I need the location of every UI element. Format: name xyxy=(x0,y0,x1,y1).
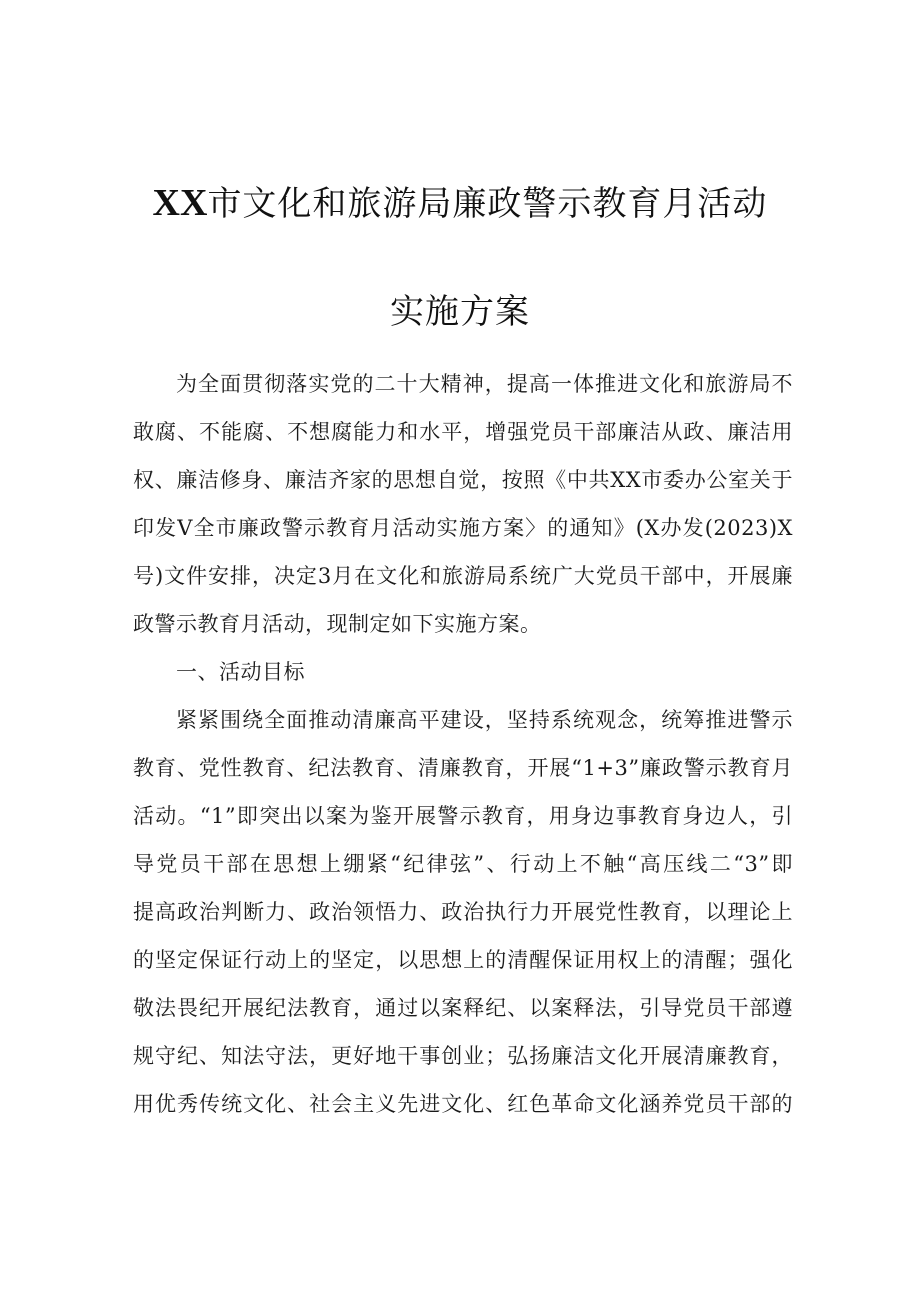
paragraph-1-line-4: 印发V全市廉政警示教育月活动实施方案〉的通知》(X办发(2023)X xyxy=(133,516,793,540)
paragraph-1-line-1: 为全面贯彻落实党的二十大精神，提高一体推进文化和旅游局不 xyxy=(176,372,793,396)
section-heading-activity-goal: 一、活动目标 xyxy=(176,660,305,684)
paragraph-1-line-6: 政警示教育月活动，现制定如下实施方案。 xyxy=(133,612,542,636)
document-title-line-1 xyxy=(0,176,920,225)
title-main: 市文化和旅游局廉政警示教育月活动 xyxy=(207,184,768,224)
paragraph-2-line-7: 敬法畏纪开展纪法教育，通过以案释纪、以案释法，引导党员干部遵 xyxy=(133,996,793,1020)
paragraph-1-line-3: 权、廉洁修身、廉洁齐家的思想自觉，按照《中共XX市委办公室关于 xyxy=(133,468,793,492)
title-prefix: XX xyxy=(152,182,208,224)
paragraph-2-line-9: 用优秀传统文化、社会主义先进文化、红色革命文化涵养党员干部的 xyxy=(133,1092,793,1116)
paragraph-2-line-3: 活动。“1”即突出以案为鉴开展警示教育，用身边事教育身边人，引 xyxy=(133,804,793,828)
paragraph-1-line-2: 敢腐、不能腐、不想腐能力和水平，增强党员干部廉洁从政、廉洁用 xyxy=(133,420,793,444)
paragraph-1-line-5: 号)文件安排，决定3月在文化和旅游局系统广大党员干部中，开展廉 xyxy=(133,564,793,588)
paragraph-2-line-1: 紧紧围绕全面推动清廉高平建设，坚持系统观念，统筹推进警示 xyxy=(176,708,793,732)
paragraph-2-line-2: 教育、党性教育、纪法教育、清廉教育，开展“1+3”廉政警示教育月 xyxy=(133,756,793,780)
paragraph-2-line-4: 导党员干部在思想上绷紧“纪律弦”、行动上不触“高压线二“3”即 xyxy=(133,852,793,876)
paragraph-2-line-6: 的坚定保证行动上的坚定，以思想上的清醒保证用权上的清醒；强化 xyxy=(133,948,793,972)
paragraph-2-line-5: 提高政治判断力、政治领悟力、政治执行力开展党性教育，以理论上 xyxy=(133,900,793,924)
paragraph-2-line-8: 规守纪、知法守法，更好地干事创业；弘扬廉洁文化开展清廉教育， xyxy=(133,1044,793,1068)
document-title-line-2: 实施方案 xyxy=(390,292,530,332)
